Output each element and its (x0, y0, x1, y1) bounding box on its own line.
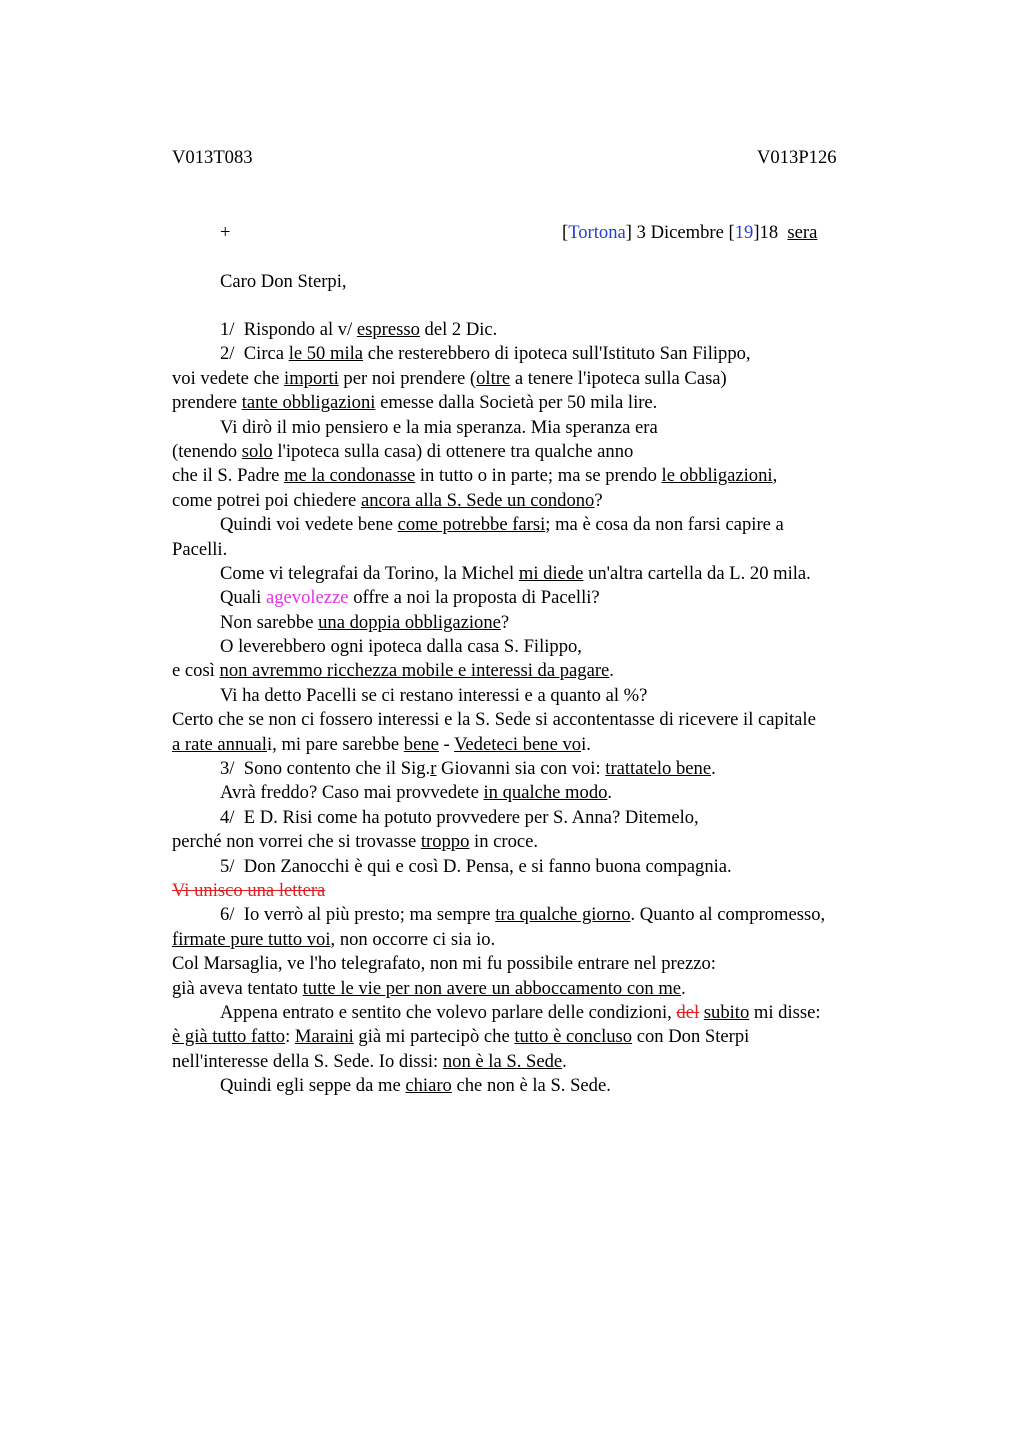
text-segment: . (681, 977, 686, 999)
text-segment: che resterebbero di ipoteca sull'Istituto San Filippo, (363, 343, 751, 365)
text-segment: Non sarebbe (220, 611, 319, 633)
text-segment: un'altra cartella da L. 20 mila. (583, 562, 811, 584)
bracket: [ (562, 222, 569, 243)
document-code-left: V013T083 (172, 147, 253, 168)
text-segment: con Don Sterpi (632, 1026, 750, 1048)
text-segment: offre a noi la proposta di Pacelli? (348, 587, 600, 609)
text-segment: - (438, 733, 455, 755)
bracket: ] (753, 222, 760, 243)
body-line (172, 391, 912, 415)
underlined-text: r (430, 758, 437, 780)
text-segment: già aveva tentato (172, 977, 303, 999)
body-line (172, 318, 912, 342)
underlined-text: firmate pure tutto voi (172, 928, 331, 950)
body-line (172, 1074, 912, 1098)
body-line (172, 513, 912, 537)
text-segment: , (772, 465, 778, 487)
underlined-text: mi diede (518, 562, 584, 584)
highlighted-word: agevolezze (265, 587, 349, 609)
underlined-text: trattatelo bene (605, 758, 712, 780)
bracket: [ (728, 222, 735, 243)
underlined-text: tutto è concluso (514, 1026, 633, 1048)
text-segment: in tutto o in parte; ma se prendo (415, 465, 662, 487)
text-segment: 4/ E D. Risi come ha potuto provvedere per S. Anna? Ditemelo, (220, 806, 699, 828)
body-line (172, 659, 912, 683)
text-segment: Col Marsaglia, ve l'ho telegrafato, non mi fu possibile entrare nel prezzo: (172, 953, 716, 975)
underlined-text: tra qualche giorno (495, 904, 631, 926)
underlined-text: le obbligazioni (661, 465, 773, 487)
salutation: Caro Don Sterpi, (220, 271, 347, 292)
underlined-text: tante obbligazioni (241, 392, 376, 414)
date-year: 18 (759, 222, 779, 243)
text-segment: 3/ Sono contento che il Sig. (220, 758, 431, 780)
text-segment: Vi ha detto Pacelli se ci restano interessi e a quanto al %? (220, 684, 648, 706)
underlined-text: non avremmo ricchezza mobile e interessi da pagare (219, 660, 610, 682)
body-line (172, 538, 912, 562)
text-segment: 5/ Don Zanocchi è qui e così D. Pensa, e si fanno buona compagnia. (220, 855, 732, 877)
body-line (172, 367, 912, 391)
underlined-text: bene (403, 733, 439, 755)
body-line (172, 733, 912, 757)
text-segment: prendere (172, 392, 242, 414)
text-segment: . (711, 758, 716, 780)
body-line (172, 586, 912, 610)
underlined-text: solo (241, 440, 273, 462)
body-line (172, 440, 912, 464)
document-code-right: V013P126 (757, 147, 837, 168)
text-segment: voi vedete che (172, 367, 285, 389)
text-segment: del 2 Dic. (419, 319, 498, 340)
text-segment: in croce. (469, 831, 539, 853)
underlined-text: Vedeteci bene vo (454, 733, 582, 755)
text-segment: Avrà freddo? Caso mai provvedete (220, 782, 484, 804)
text-segment: emesse dalla Società per 50 mila lire. (375, 392, 658, 414)
body-line (172, 489, 912, 513)
text-segment: . (607, 782, 613, 804)
text-segment: Pacelli. (172, 538, 228, 560)
body-line (172, 684, 912, 708)
underlined-text: oltre (476, 367, 511, 389)
date-century: 19 (734, 222, 754, 243)
body-line (172, 1025, 912, 1049)
text-segment: l'ipoteca sulla casa) di ottenere tra qualche anno (272, 440, 634, 462)
text-segment: che il S. Padre (172, 465, 285, 487)
body-line (172, 952, 912, 976)
body-line (172, 1050, 912, 1074)
text-segment: a tenere l'ipoteca sulla Casa) (510, 367, 727, 389)
text-segment: . (609, 660, 614, 682)
text-segment: ? (500, 611, 510, 633)
underlined-text: le 50 mila (288, 343, 364, 365)
text-segment: (tenendo (172, 440, 242, 462)
text-segment: mi disse: (749, 1001, 821, 1023)
text-segment: . (562, 1050, 567, 1072)
text-segment: che non è la S. Sede. (451, 1075, 611, 1097)
text-segment: , non occorre ci sia io. (330, 928, 496, 950)
text-segment: ? (594, 489, 603, 511)
text-segment: già mi partecipò che (353, 1026, 515, 1048)
text-segment: O leverebbero ogni ipoteca dalla casa S. Filippo, (220, 636, 582, 658)
text-segment: . Quanto al compromesso, (630, 904, 826, 926)
struck-text: Vi unisco una lettera (172, 879, 326, 901)
text-segment: per noi prendere ( (338, 367, 477, 389)
spacer (778, 222, 787, 243)
text-segment: perché non vorrei che si trovasse (172, 831, 421, 853)
text-segment: Appena entrato e sentito che volevo parlare delle condizioni, (220, 1001, 677, 1023)
text-segment: come potrei poi chiedere (172, 489, 361, 511)
body-line (172, 757, 912, 781)
underlined-text: come potrebbe farsi (397, 514, 546, 536)
underlined-text: è già tutto fatto (172, 1026, 286, 1048)
body-line (172, 416, 912, 440)
underlined-text: Maraini (294, 1026, 354, 1048)
text-segment: i. (581, 733, 591, 755)
letter-body (172, 318, 912, 1099)
text-segment: Certo che se non ci fossero interessi e la S. Sede si accontentasse di ricevere il capitale (172, 709, 816, 731)
body-line (172, 781, 912, 805)
place-name: Tortona (568, 222, 626, 243)
text-segment: Giovanni sia con voi: (436, 758, 606, 780)
text-segment: Vi dirò il mio pensiero e la mia speranza. Mia speranza era (220, 416, 658, 438)
cross-symbol: + (220, 222, 231, 243)
underlined-text: una doppia obbligazione (318, 611, 501, 633)
text-segment: 2/ Circa (220, 343, 289, 365)
text-segment: e così (172, 660, 220, 682)
dateline (562, 221, 817, 245)
underlined-text: in qualche modo (483, 782, 608, 804)
body-line (172, 635, 912, 659)
text-segment: nell'interesse della S. Sede. Io dissi: (172, 1050, 443, 1072)
underlined-text: tutte le vie per non avere un abboccamento con me (302, 977, 682, 999)
bracket: ] (625, 222, 632, 243)
body-line (172, 903, 912, 927)
body-line (172, 611, 912, 635)
text-segment: : (285, 1026, 295, 1048)
date-day-month: 3 Dicembre (631, 222, 729, 243)
body-line (172, 708, 912, 732)
body-line (172, 342, 912, 366)
underlined-text: non è la S. Sede (442, 1050, 563, 1072)
text-segment: 6/ Io verrò al più presto; ma sempre (220, 904, 496, 926)
body-line (172, 855, 912, 879)
underlined-text: espresso (356, 319, 420, 340)
body-line (172, 830, 912, 854)
text-segment: Quindi egli seppe da me (220, 1075, 406, 1097)
body-line (172, 806, 912, 830)
underlined-text: ancora alla S. Sede un condono (360, 489, 595, 511)
body-line (172, 879, 912, 903)
text-segment: i, mi pare sarebbe (266, 733, 404, 755)
body-line (172, 928, 912, 952)
text-segment: Quali (220, 587, 266, 609)
body-line (172, 464, 912, 488)
text-segment: Come vi telegrafai da Torino, la Michel (220, 562, 519, 584)
underlined-text: chiaro (405, 1075, 452, 1097)
text-segment: Quindi voi vedete bene (220, 514, 398, 536)
underlined-text: subito (703, 1001, 750, 1023)
body-line (172, 1001, 912, 1025)
body-line (172, 977, 912, 1001)
text-segment: 1/ Rispondo al v/ (220, 319, 357, 340)
date-time: sera (787, 222, 818, 243)
underlined-text: a rate annual (172, 733, 267, 755)
body-line (172, 562, 912, 586)
text-segment: ; ma è cosa da non farsi capire a (545, 514, 784, 536)
struck-text: del (676, 1001, 700, 1023)
underlined-text: me la condonasse (284, 465, 416, 487)
underlined-text: importi (284, 367, 339, 389)
underlined-text: troppo (420, 831, 470, 853)
